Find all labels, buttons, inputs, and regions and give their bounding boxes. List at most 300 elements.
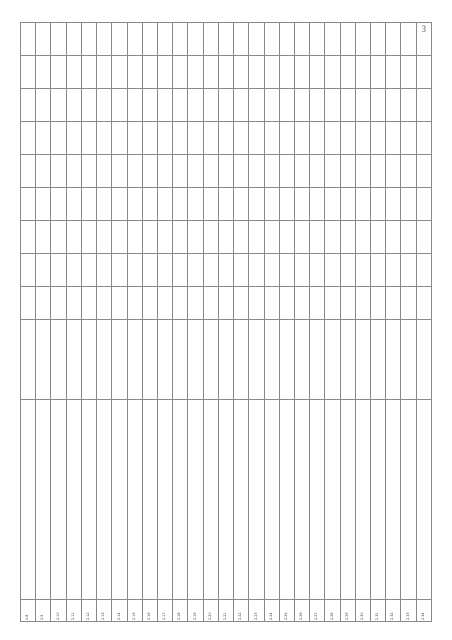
row-index: 2.12	[81, 600, 96, 622]
value-cell	[66, 221, 81, 254]
value-cell	[97, 155, 112, 188]
value-cell	[51, 221, 66, 254]
value-cell	[66, 254, 81, 287]
value-cell	[218, 122, 233, 155]
value-cell	[386, 23, 401, 56]
value-cell	[51, 89, 66, 122]
value-cell	[127, 287, 142, 320]
row-index: 2.15	[127, 600, 142, 622]
row-unit	[173, 320, 188, 400]
row-name	[416, 400, 431, 600]
row-index: 2.19	[188, 600, 203, 622]
value-cell	[173, 89, 188, 122]
value-cell	[112, 155, 127, 188]
value-cell	[218, 56, 233, 89]
value-cell	[66, 23, 81, 56]
value-cell	[264, 221, 279, 254]
row-name	[142, 400, 157, 600]
value-cell	[36, 89, 51, 122]
value-cell	[112, 188, 127, 221]
row-index: 2.25	[279, 600, 294, 622]
value-cell	[188, 254, 203, 287]
table-body	[21, 23, 432, 622]
value-cell	[157, 254, 172, 287]
value-cell	[355, 221, 370, 254]
table-row	[401, 23, 416, 622]
value-cell	[173, 155, 188, 188]
value-cell	[218, 89, 233, 122]
value-cell	[371, 188, 386, 221]
value-cell	[157, 221, 172, 254]
value-cell	[173, 23, 188, 56]
value-cell	[355, 188, 370, 221]
value-cell	[203, 23, 218, 56]
value-cell	[81, 287, 96, 320]
row-name	[264, 400, 279, 600]
value-cell	[66, 188, 81, 221]
value-cell	[234, 23, 249, 56]
row-unit	[325, 320, 340, 400]
value-cell	[203, 221, 218, 254]
table-row	[416, 23, 431, 622]
row-unit	[294, 320, 309, 400]
value-cell	[51, 155, 66, 188]
value-cell	[355, 254, 370, 287]
value-cell	[36, 56, 51, 89]
value-cell	[371, 287, 386, 320]
value-cell	[386, 122, 401, 155]
row-name	[310, 400, 325, 600]
row-index: 2.18	[173, 600, 188, 622]
value-cell	[21, 56, 36, 89]
value-cell	[142, 23, 157, 56]
value-cell	[371, 89, 386, 122]
value-cell	[401, 122, 416, 155]
value-cell	[325, 122, 340, 155]
value-cell	[21, 89, 36, 122]
value-cell	[340, 23, 355, 56]
row-unit	[416, 320, 431, 400]
row-index: 2.33	[401, 600, 416, 622]
value-cell	[325, 254, 340, 287]
row-unit	[310, 320, 325, 400]
value-cell	[218, 23, 233, 56]
value-cell	[173, 122, 188, 155]
row-index: 2.29	[340, 600, 355, 622]
value-cell	[249, 89, 264, 122]
row-unit	[36, 320, 51, 400]
value-cell	[340, 254, 355, 287]
value-cell	[36, 188, 51, 221]
value-cell	[416, 89, 431, 122]
value-cell	[234, 122, 249, 155]
rotated-table-container	[20, 22, 432, 622]
value-cell	[188, 188, 203, 221]
value-cell	[371, 23, 386, 56]
value-cell	[112, 89, 127, 122]
value-cell	[279, 89, 294, 122]
value-cell	[112, 221, 127, 254]
table-row	[142, 23, 157, 622]
value-cell	[36, 155, 51, 188]
row-name	[218, 400, 233, 600]
value-cell	[386, 287, 401, 320]
value-cell	[218, 155, 233, 188]
table-row	[188, 23, 203, 622]
value-cell	[157, 155, 172, 188]
row-unit	[97, 320, 112, 400]
table-row	[203, 23, 218, 622]
value-cell	[386, 155, 401, 188]
value-cell	[127, 188, 142, 221]
value-cell	[355, 287, 370, 320]
row-unit	[112, 320, 127, 400]
value-cell	[142, 221, 157, 254]
value-cell	[112, 23, 127, 56]
value-cell	[279, 23, 294, 56]
value-cell	[127, 221, 142, 254]
value-cell	[401, 188, 416, 221]
value-cell	[157, 122, 172, 155]
row-name	[279, 400, 294, 600]
value-cell	[325, 188, 340, 221]
value-cell	[401, 89, 416, 122]
value-cell	[66, 89, 81, 122]
value-cell	[234, 155, 249, 188]
row-unit	[340, 320, 355, 400]
row-index: 2.27	[310, 600, 325, 622]
value-cell	[81, 56, 96, 89]
table-row	[310, 23, 325, 622]
value-cell	[51, 287, 66, 320]
row-name	[401, 400, 416, 600]
value-cell	[234, 89, 249, 122]
value-cell	[51, 122, 66, 155]
value-cell	[51, 23, 66, 56]
row-name	[249, 400, 264, 600]
value-cell	[203, 122, 218, 155]
value-cell	[355, 155, 370, 188]
value-cell	[401, 23, 416, 56]
row-unit	[203, 320, 218, 400]
row-unit	[355, 320, 370, 400]
row-unit	[127, 320, 142, 400]
row-index: 2.10	[51, 600, 66, 622]
value-cell	[416, 254, 431, 287]
value-cell	[97, 89, 112, 122]
value-cell	[97, 254, 112, 287]
value-cell	[325, 56, 340, 89]
value-cell	[173, 287, 188, 320]
value-cell	[294, 56, 309, 89]
value-cell	[294, 89, 309, 122]
value-cell	[173, 188, 188, 221]
value-cell	[203, 287, 218, 320]
value-cell	[142, 122, 157, 155]
value-cell	[249, 23, 264, 56]
value-cell	[142, 188, 157, 221]
row-unit	[157, 320, 172, 400]
value-cell	[294, 122, 309, 155]
row-unit	[279, 320, 294, 400]
value-cell	[234, 188, 249, 221]
value-cell	[264, 188, 279, 221]
value-cell	[112, 122, 127, 155]
value-cell	[188, 221, 203, 254]
value-cell	[249, 56, 264, 89]
row-name	[51, 400, 66, 600]
value-cell	[264, 254, 279, 287]
value-cell	[386, 254, 401, 287]
data-table	[20, 22, 432, 622]
value-cell	[340, 287, 355, 320]
row-name	[81, 400, 96, 600]
table-row	[157, 23, 172, 622]
value-cell	[51, 254, 66, 287]
row-index: 2.24	[264, 600, 279, 622]
value-cell	[340, 155, 355, 188]
row-unit	[264, 320, 279, 400]
row-index: 2.20	[203, 600, 218, 622]
value-cell	[66, 56, 81, 89]
value-cell	[51, 188, 66, 221]
row-name	[188, 400, 203, 600]
row-unit	[401, 320, 416, 400]
value-cell	[21, 188, 36, 221]
value-cell	[127, 254, 142, 287]
value-cell	[386, 56, 401, 89]
value-cell	[188, 56, 203, 89]
value-cell	[371, 155, 386, 188]
value-cell	[371, 56, 386, 89]
value-cell	[249, 155, 264, 188]
value-cell	[234, 287, 249, 320]
value-cell	[81, 23, 96, 56]
row-name	[325, 400, 340, 600]
value-cell	[81, 89, 96, 122]
value-cell	[127, 89, 142, 122]
value-cell	[66, 122, 81, 155]
value-cell	[218, 254, 233, 287]
row-name	[112, 400, 127, 600]
value-cell	[249, 287, 264, 320]
table-row	[97, 23, 112, 622]
row-index: 2.32	[386, 600, 401, 622]
table-row	[325, 23, 340, 622]
value-cell	[264, 89, 279, 122]
row-index: 2.23	[249, 600, 264, 622]
row-unit	[371, 320, 386, 400]
value-cell	[112, 56, 127, 89]
row-name	[173, 400, 188, 600]
value-cell	[355, 89, 370, 122]
value-cell	[340, 122, 355, 155]
value-cell	[310, 89, 325, 122]
value-cell	[157, 89, 172, 122]
value-cell	[264, 23, 279, 56]
value-cell	[310, 155, 325, 188]
value-cell	[112, 254, 127, 287]
row-index: 2.13	[97, 600, 112, 622]
value-cell	[81, 254, 96, 287]
value-cell	[371, 221, 386, 254]
value-cell	[416, 122, 431, 155]
table-row	[234, 23, 249, 622]
value-cell	[97, 56, 112, 89]
value-cell	[386, 188, 401, 221]
row-index: 2.9	[36, 600, 51, 622]
value-cell	[21, 287, 36, 320]
value-cell	[371, 254, 386, 287]
value-cell	[310, 23, 325, 56]
value-cell	[234, 56, 249, 89]
value-cell	[203, 56, 218, 89]
row-name	[340, 400, 355, 600]
value-cell	[401, 287, 416, 320]
value-cell	[279, 287, 294, 320]
value-cell	[279, 188, 294, 221]
value-cell	[355, 23, 370, 56]
row-unit	[66, 320, 81, 400]
value-cell	[294, 188, 309, 221]
table-row	[51, 23, 66, 622]
table-row	[173, 23, 188, 622]
value-cell	[249, 254, 264, 287]
value-cell	[294, 221, 309, 254]
value-cell	[218, 221, 233, 254]
value-cell	[127, 56, 142, 89]
value-cell	[97, 188, 112, 221]
row-unit	[188, 320, 203, 400]
table-row	[81, 23, 96, 622]
value-cell	[203, 188, 218, 221]
value-cell	[142, 89, 157, 122]
value-cell	[142, 56, 157, 89]
value-cell	[203, 155, 218, 188]
value-cell	[325, 23, 340, 56]
value-cell	[51, 56, 66, 89]
value-cell	[279, 254, 294, 287]
row-index: 2.28	[325, 600, 340, 622]
value-cell	[310, 188, 325, 221]
row-unit	[218, 320, 233, 400]
table-row	[371, 23, 386, 622]
value-cell	[97, 287, 112, 320]
row-index: 2.17	[157, 600, 172, 622]
value-cell	[36, 23, 51, 56]
value-cell	[401, 221, 416, 254]
row-name	[157, 400, 172, 600]
value-cell	[371, 122, 386, 155]
value-cell	[355, 122, 370, 155]
value-cell	[66, 155, 81, 188]
value-cell	[279, 155, 294, 188]
value-cell	[264, 56, 279, 89]
value-cell	[234, 254, 249, 287]
value-cell	[188, 122, 203, 155]
value-cell	[416, 287, 431, 320]
row-index: 2.26	[294, 600, 309, 622]
value-cell	[21, 254, 36, 287]
value-cell	[203, 89, 218, 122]
value-cell	[36, 287, 51, 320]
value-cell	[112, 287, 127, 320]
value-cell	[310, 56, 325, 89]
value-cell	[81, 188, 96, 221]
row-index: 2.11	[66, 600, 81, 622]
value-cell	[81, 221, 96, 254]
value-cell	[325, 287, 340, 320]
value-cell	[325, 89, 340, 122]
row-name	[203, 400, 218, 600]
table-row	[112, 23, 127, 622]
value-cell	[36, 221, 51, 254]
value-cell	[340, 56, 355, 89]
row-name	[127, 400, 142, 600]
value-cell	[188, 89, 203, 122]
table-row	[127, 23, 142, 622]
row-name	[234, 400, 249, 600]
row-name	[36, 400, 51, 600]
value-cell	[66, 287, 81, 320]
value-cell	[127, 122, 142, 155]
value-cell	[36, 254, 51, 287]
row-unit	[51, 320, 66, 400]
value-cell	[416, 56, 431, 89]
row-name	[355, 400, 370, 600]
value-cell	[21, 23, 36, 56]
row-index: 2.30	[355, 600, 370, 622]
value-cell	[81, 155, 96, 188]
value-cell	[157, 287, 172, 320]
value-cell	[21, 155, 36, 188]
row-index: 2.22	[234, 600, 249, 622]
value-cell	[203, 254, 218, 287]
value-cell	[294, 155, 309, 188]
value-cell	[173, 56, 188, 89]
value-cell	[325, 155, 340, 188]
row-unit	[81, 320, 96, 400]
value-cell	[264, 155, 279, 188]
value-cell	[188, 155, 203, 188]
table-row	[386, 23, 401, 622]
row-index: 2.31	[371, 600, 386, 622]
value-cell	[294, 287, 309, 320]
value-cell	[188, 23, 203, 56]
value-cell	[127, 23, 142, 56]
value-cell	[355, 56, 370, 89]
row-index: 2.21	[218, 600, 233, 622]
value-cell	[386, 89, 401, 122]
table-row	[218, 23, 233, 622]
value-cell	[386, 221, 401, 254]
page-number: 3	[421, 24, 426, 34]
value-cell	[340, 89, 355, 122]
value-cell	[97, 23, 112, 56]
value-cell	[310, 221, 325, 254]
row-name	[371, 400, 386, 600]
table-header-row	[21, 23, 36, 622]
value-cell	[325, 221, 340, 254]
value-cell	[294, 254, 309, 287]
value-cell	[416, 188, 431, 221]
row-unit	[249, 320, 264, 400]
row-unit	[234, 320, 249, 400]
table-row	[36, 23, 51, 622]
table-row	[249, 23, 264, 622]
value-cell	[218, 188, 233, 221]
value-cell	[81, 122, 96, 155]
